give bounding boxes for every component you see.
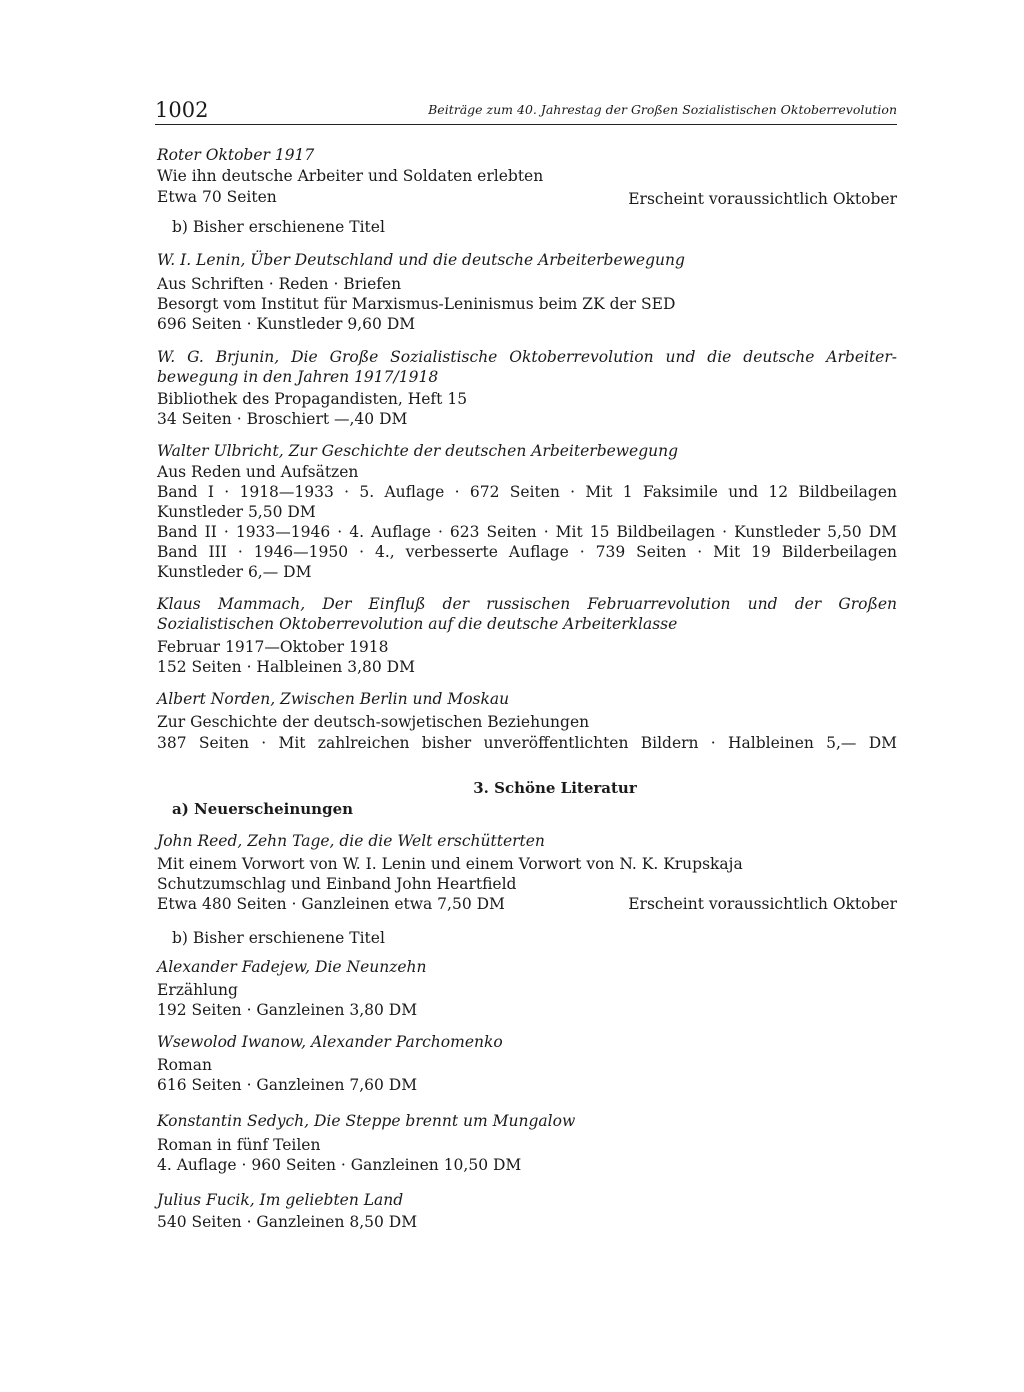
subsection-heading: a) Neuerscheinungen (172, 800, 354, 818)
entry-line: Besorgt vom Institut für Marxismus-Leninismus beim ZK der SED (157, 295, 676, 313)
entry-line: Mit einem Vorwort von W. I. Lenin und einem Vorwort von N. K. Krupskaja (157, 855, 743, 873)
entry-line: Aus Reden und Aufsätzen (157, 463, 359, 481)
entry-line: 192 Seiten · Ganzleinen 3,80 DM (157, 1001, 418, 1019)
entry-title: bewegung in den Jahren 1917/1918 (157, 368, 439, 386)
entry-line: Bibliothek des Propagandisten, Heft 15 (157, 390, 468, 408)
entry-line: Band III · 1946—1950 · 4., verbesserte Auflage · 739 Seiten · Mit 19 Bilderbeilagen (157, 543, 897, 561)
entry-title: Albert Norden, Zwischen Berlin und Moskau (157, 690, 510, 708)
entry-line: Schutzumschlag und Einband John Heartfield (157, 875, 517, 893)
entry-title: Walter Ulbricht, Zur Geschichte der deutschen Arbeiterbewegung (157, 442, 679, 460)
entry-line: Etwa 480 Seiten · Ganzleinen etwa 7,50 DM (157, 895, 505, 913)
entry-title: Roter Oktober 1917 (157, 146, 315, 164)
section-heading-text: 3. Schöne Literatur (473, 779, 637, 797)
entry-line: Band II · 1933—1946 · 4. Auflage · 623 Seiten · Mit 15 Bildbeilagen · Kunstleder 5,50 DM (157, 523, 897, 541)
entry-line: Wie ihn deutsche Arbeiter und Soldaten erlebten (157, 167, 544, 185)
entry-line: 616 Seiten · Ganzleinen 7,60 DM (157, 1076, 418, 1094)
entry-line: 152 Seiten · Halbleinen 3,80 DM (157, 658, 415, 676)
entry-line: Roman (157, 1056, 212, 1074)
release-note: Erscheint voraussichtlich Oktober (628, 895, 897, 913)
page-header (155, 96, 897, 128)
entry-line: Roman in fünf Teilen (157, 1136, 321, 1154)
subsection-heading: b) Bisher erschienene Titel (172, 929, 385, 947)
entry-line: Februar 1917—Oktober 1918 (157, 638, 389, 656)
entry-title: Sozialistischen Oktoberrevolution auf die deutsche Arbeiterklasse (157, 615, 678, 633)
entry-line: 387 Seiten · Mit zahlreichen bisher unveröffentlichten Bildern · Halbleinen 5,— DM (157, 734, 897, 752)
entry-line: 540 Seiten · Ganzleinen 8,50 DM (157, 1213, 418, 1231)
entry-title: W. I. Lenin, Über Deutschland und die deutsche Arbeiterbewegung (157, 251, 685, 269)
entry-line: Etwa 70 Seiten (157, 188, 277, 206)
entry-title: Wsewolod Iwanow, Alexander Parchomenko (157, 1033, 503, 1051)
entry-line: Kunstleder 5,50 DM (157, 503, 316, 521)
running-title: Beiträge zum 40. Jahrestag der Großen Sozialistischen Oktoberrevolution (428, 102, 897, 117)
entry-line: Kunstleder 6,— DM (157, 563, 312, 581)
entry-title: Julius Fucik, Im geliebten Land (157, 1191, 404, 1209)
entry-line: Band I · 1918—1933 · 5. Auflage · 672 Seiten · Mit 1 Faksimile und 12 Bildbeilagen (157, 483, 897, 501)
entry-title: Alexander Fadejew, Die Neunzehn (157, 958, 427, 976)
entry-title: John Reed, Zehn Tage, die die Welt erschütterten (157, 832, 545, 850)
entry-title: Konstantin Sedych, Die Steppe brennt um Mungalow (157, 1112, 576, 1130)
entry-line: Zur Geschichte der deutsch-sowjetischen Beziehungen (157, 713, 590, 731)
entry-line: 34 Seiten · Broschiert —,40 DM (157, 410, 408, 428)
entry-line: Aus Schriften · Reden · Briefen (157, 275, 402, 293)
release-note: Erscheint voraussichtlich Oktober (628, 190, 897, 208)
entry-line: 4. Auflage · 960 Seiten · Ganzleinen 10,50 DM (157, 1156, 522, 1174)
page-number: 1002 (155, 98, 209, 122)
section-heading (157, 778, 897, 798)
entry-title: Klaus Mammach, Der Einfluß der russischen Februarrevolution und der Großen (157, 595, 897, 613)
entry-title: W. G. Brjunin, Die Große Sozialistische Oktoberrevolution und die deutsche Arbeiter- (157, 348, 897, 366)
entry-line: 696 Seiten · Kunstleder 9,60 DM (157, 315, 416, 333)
header-rule (155, 124, 897, 125)
subsection-heading: b) Bisher erschienene Titel (172, 218, 385, 236)
entry-line: Erzählung (157, 981, 238, 999)
